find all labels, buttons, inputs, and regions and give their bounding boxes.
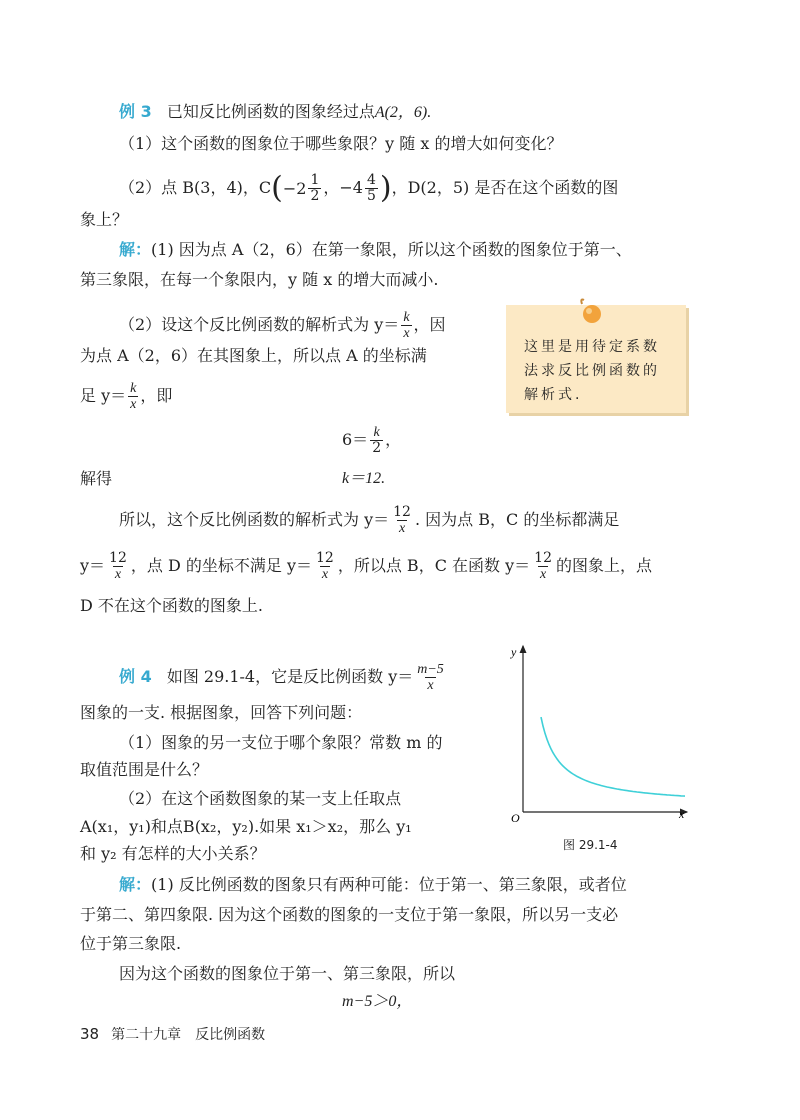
ex4-solution-line2: 于第二、第四象限. 因为这个函数的图象的一支位于第一象限，所以另一支必	[80, 905, 619, 924]
equation-k-12: k＝12.	[342, 470, 386, 487]
ex3-solution-2-line3	[80, 376, 172, 416]
fraction-12-over-x	[314, 551, 336, 582]
ex3-question-2	[119, 168, 618, 209]
numerator: 4	[366, 172, 376, 188]
ex3-conclusion-line3: D 不在这个函数的图象上.	[80, 596, 264, 615]
text: ，	[385, 430, 402, 449]
ex3-label: 例 3	[119, 102, 152, 121]
denominator: x	[403, 326, 410, 341]
ex4-label: 例 4	[119, 667, 152, 686]
axis-label-x: x	[679, 807, 685, 821]
solve-label: 解得	[80, 469, 113, 488]
ex3-q2-line2: 象上？	[80, 210, 129, 229]
ex4-line2: 图象的一支. 根据图象，回答下列问题：	[80, 703, 363, 722]
ex3-solution-label: 解：	[119, 240, 152, 259]
note-text: 这里是用待定系数法求反比例函数的解析式.	[524, 339, 660, 403]
hyperbola-branch	[541, 717, 685, 796]
text: 6＝	[342, 430, 369, 449]
ex3-heading	[119, 100, 431, 125]
text: ，即	[140, 386, 173, 405]
denominator: x	[321, 567, 329, 582]
ex4-q2-line1: （2）在这个函数图象的某一支上任取点	[119, 789, 402, 808]
ex4-solution-label: 解：	[119, 875, 152, 894]
ex3-point-a: A(2，6).	[374, 104, 432, 121]
ex4-q1-line1: （1）图象的另一支位于哪个象限？常数 m 的	[119, 733, 443, 752]
denominator: x	[427, 678, 434, 693]
text: 如图 29.1-4，它是反比例函数 y＝	[166, 667, 414, 686]
denominator: x	[114, 567, 122, 582]
pushpin-icon	[578, 296, 604, 326]
mixed-number-1	[283, 169, 324, 209]
ex4-solution-line1	[119, 873, 627, 897]
denominator: 2	[310, 188, 320, 204]
ex3-conclusion-line1	[119, 500, 619, 540]
numerator: k	[403, 310, 410, 325]
ex3-solution-1-line2: 第三象限，在每一个象限内，y 随 x 的增大而减小.	[80, 270, 439, 289]
text: ，因	[413, 315, 446, 334]
ex3-solution-2-line1	[119, 305, 446, 345]
figure-caption: 图 29.1-4	[563, 838, 618, 852]
numerator: 12	[534, 550, 552, 566]
ex3-q2-start: （2）点 B(3，4)，C	[119, 178, 272, 197]
text: 所以，这个反比例函数的解析式为 y＝	[119, 510, 390, 529]
fraction-m-minus-5-over-x	[415, 662, 446, 693]
numerator: k	[373, 425, 380, 440]
fraction-12-over-x	[391, 505, 413, 536]
whole-part: −2	[282, 178, 307, 198]
text: y＝	[80, 556, 106, 575]
numerator: 12	[109, 550, 127, 566]
equation-6-eq-k-over-2	[342, 420, 401, 460]
ex3-conclusion-line2	[80, 546, 652, 586]
right-paren: )	[379, 170, 392, 206]
text: . 因为点 B，C 的坐标都满足	[414, 510, 620, 529]
numerator: 12	[316, 550, 334, 566]
denominator: 5	[366, 188, 376, 204]
ex4-q1-line2: 取值范围是什么？	[80, 760, 209, 779]
ex4-solution-line3: 位于第三象限.	[80, 934, 182, 953]
text: (1) 反比例函数的图象只有两种可能：位于第一、第三象限，或者位	[151, 875, 627, 894]
numerator: k	[130, 381, 137, 396]
text: ，所以点 B，C 在函数 y＝	[337, 556, 531, 575]
page-number: 38	[80, 1025, 100, 1043]
denominator: 2	[372, 440, 382, 456]
text: ，点 D 的坐标不满足 y＝	[130, 556, 313, 575]
ex4-heading	[119, 657, 448, 697]
fraction-12-over-x	[532, 551, 554, 582]
fraction-k-over-x	[128, 381, 138, 412]
inequality-m-minus-5: m−5＞0，	[342, 993, 413, 1010]
ex4-solution-line4: 因为这个函数的图象位于第一、第三象限，所以	[119, 964, 456, 983]
numerator: m−5	[417, 662, 444, 677]
left-paren: (	[271, 170, 283, 206]
fraction-k-over-2	[370, 425, 383, 456]
page-footer	[80, 1024, 265, 1044]
ex3-q2-mid: ，−4	[323, 178, 363, 197]
denominator: x	[398, 521, 406, 536]
text: （2）设这个反比例函数的解析式为 y＝	[119, 315, 400, 334]
ex3-solution-1	[119, 238, 632, 262]
ex3-question-1: （1）这个函数的图象位于哪些象限？y 随 x 的增大如何变化？	[119, 134, 563, 153]
figure-29-1-4	[505, 640, 695, 830]
text: 足 y＝	[80, 386, 127, 405]
fraction-k-over-x	[401, 310, 411, 341]
numerator: 1	[310, 172, 320, 188]
text: 的图象上，点	[555, 556, 652, 575]
fraction-12-over-x	[107, 551, 129, 582]
axis-label-y: y	[511, 645, 517, 659]
fraction-1-2	[308, 173, 321, 204]
ex3-q2-end: ，D(2，5) 是否在这个函数的图	[391, 178, 619, 197]
ex4-q2-line2: A(x₁，y₁)和点B(x₂，y₂).如果 x₁＞x₂，那么 y₁	[80, 817, 412, 836]
denominator: x	[130, 397, 137, 412]
chapter-title: 第二十九章 反比例函数	[111, 1027, 266, 1043]
ex3-intro: 已知反比例函数的图象经过点	[166, 102, 375, 121]
ex4-q2-line3: 和 y₂ 有怎样的大小关系？	[80, 844, 266, 863]
ex3-solution-2-line2: 为点 A（2，6）在其图象上，所以点 A 的坐标满	[80, 346, 427, 365]
ex3-sol1-text: (1) 因为点 A（2，6）在第一象限，所以这个函数的图象位于第一、	[151, 240, 632, 259]
origin-label: O	[511, 811, 520, 825]
numerator: 12	[393, 504, 411, 520]
denominator: x	[539, 567, 547, 582]
fraction-4-5	[365, 173, 378, 204]
